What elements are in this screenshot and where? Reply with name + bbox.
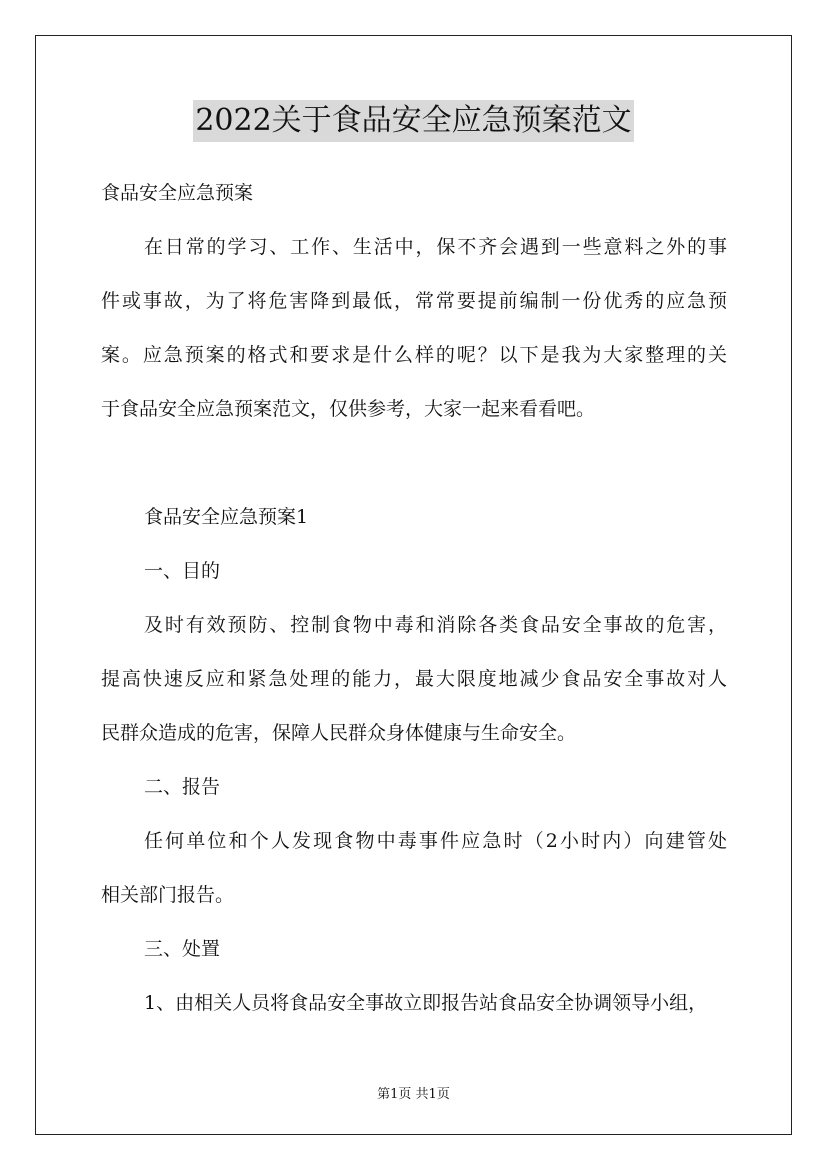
section-heading: 食品安全应急预案1 xyxy=(144,506,309,528)
section-1-line-1: 及时有效预防、控制食物中毒和消除各类食品安全事故的危害， xyxy=(144,614,727,636)
spacer xyxy=(101,442,727,496)
section-2-line-1: 任何单位和个人发现食物中毒事件应急时（2小时内）向建管处 xyxy=(144,830,727,852)
section-3-line-1: 1、由相关人员将食品安全事故立即报告站食品安全协调领导小组， xyxy=(144,992,708,1014)
section-3-heading: 三、处置 xyxy=(144,938,221,960)
page-footer: 第1页 共1页 xyxy=(377,1087,450,1102)
intro-line-4: 于食品安全应急预案范文，仅供参考，大家一起来看看吧。 xyxy=(101,398,596,420)
section-2-heading: 二、报告 xyxy=(144,776,221,798)
subtitle: 食品安全应急预案 xyxy=(101,182,254,204)
document-title: 2022关于食品安全应急预案范文 xyxy=(193,100,633,142)
section-1-line-2: 提高快速反应和紧急处理的能力，最大限度地减少食品安全事故对人 xyxy=(101,668,727,690)
document-body xyxy=(101,172,727,1036)
section-2-line-2: 相关部门报告。 xyxy=(101,884,235,906)
intro-line-2: 件或事故，为了将危害降到最低，常常要提前编制一份优秀的应急预 xyxy=(101,290,727,312)
section-1-line-3: 民群众造成的危害，保障人民群众身体健康与生命安全。 xyxy=(101,722,577,744)
intro-line-1: 在日常的学习、工作、生活中，保不齐会遇到一些意料之外的事 xyxy=(144,236,727,258)
section-1-heading: 一、目的 xyxy=(144,560,221,582)
title-container xyxy=(0,100,827,142)
intro-line-3: 案。应急预案的格式和要求是什么样的呢？以下是我为大家整理的关 xyxy=(101,344,727,366)
